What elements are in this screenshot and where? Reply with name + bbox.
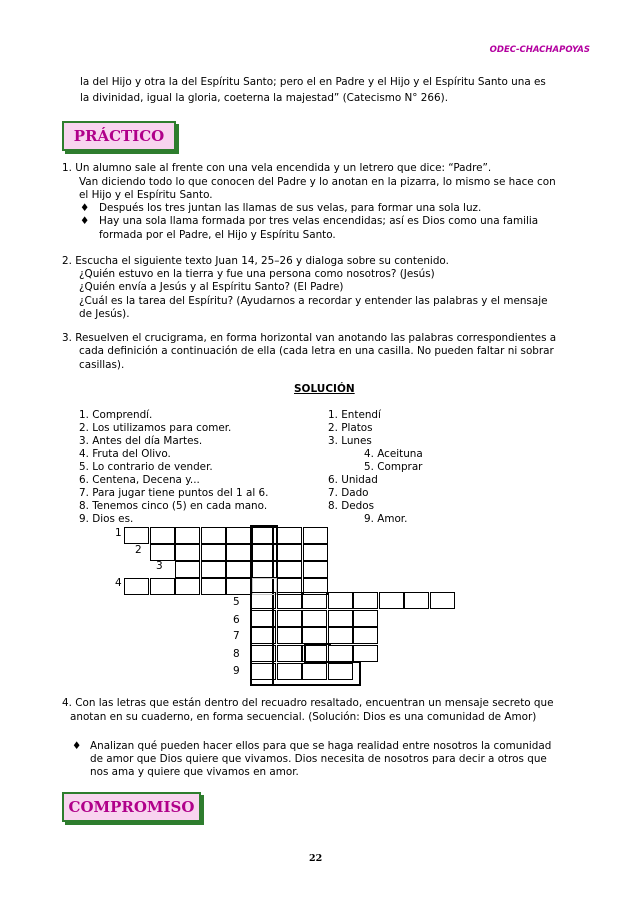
answer-5: 5. Comprar xyxy=(364,461,423,473)
clue-6: 6. Centena, Decena y... xyxy=(79,474,200,486)
crossword-cell xyxy=(252,544,277,561)
answer-4: 4. Aceituna xyxy=(364,448,423,460)
answer-1: 1. Entendí xyxy=(328,409,381,421)
crossword-cell xyxy=(404,592,429,609)
crossword-cell xyxy=(251,627,276,644)
crossword-cell xyxy=(251,645,276,662)
crossword-cell xyxy=(302,663,327,680)
crossword-cell xyxy=(201,578,226,595)
bullet-icon: ♦ xyxy=(72,740,82,752)
clue-9: 9. Dios es. xyxy=(79,513,134,525)
crossword-cell xyxy=(150,544,175,561)
item2-line-4: ¿Cuál es la tarea del Espíritu? (Ayudarnos a recordar y entender las palabras y el mensaje xyxy=(79,295,548,307)
highlight-bottom xyxy=(250,684,361,686)
crossword-cell xyxy=(328,610,353,627)
item1-bullet-2a: Hay una sola llama formada por tres velas encendidas; así es Dios como una familia xyxy=(99,215,539,227)
item2-line-2: ¿Quién estuvo en la tierra y fue una persona como nosotros? (Jesús) xyxy=(79,268,435,280)
crossword-cell xyxy=(226,561,251,578)
crossword-cell xyxy=(277,544,302,561)
clue-7: 7. Para jugar tiene puntos del 1 al 6. xyxy=(79,487,269,499)
crossword-cell xyxy=(175,578,200,595)
crossword-cell xyxy=(226,544,251,561)
clue-3: 3. Antes del día Martes. xyxy=(79,435,203,447)
clue-8: 8. Tenemos cinco (5) en cada mano. xyxy=(79,500,268,512)
item4-line-1: 4. Con las letras que están dentro del recuadro resaltado, encuentran un mensaje secreto que xyxy=(62,697,554,709)
item1-line-3: el Hijo y el Espíritu Santo. xyxy=(79,189,213,201)
crossword-cell xyxy=(302,592,327,609)
intro-line-1: la del Hijo y otra la del Espíritu Santo; pero el en Padre y el Hijo y el Espíritu Santo una es xyxy=(80,76,546,88)
crossword-cell xyxy=(277,663,302,680)
crossword-cell xyxy=(175,527,200,544)
crossword-cell xyxy=(277,627,302,644)
crossword-cell xyxy=(150,578,175,595)
grid-number-6: 6 xyxy=(233,614,240,626)
crossword-cell xyxy=(302,610,327,627)
answer-3: 3. Lunes xyxy=(328,435,372,447)
grid-number-8: 8 xyxy=(233,648,240,660)
crossword-cell xyxy=(328,645,353,662)
crossword-cell xyxy=(277,645,302,662)
crossword-cell xyxy=(328,627,353,644)
item2-line-1: 2. Escucha el siguiente texto Juan 14, 25–26 y dialoga sobre su contenido. xyxy=(62,255,449,267)
grid-number-3: 3 xyxy=(156,560,163,572)
item4-bullet-1: Analizan qué pueden hacer ellos para que se haga realidad entre nosotros la comunidad xyxy=(90,740,552,752)
bullet-icon: ♦ xyxy=(80,202,90,214)
bullet-icon: ♦ xyxy=(80,215,90,227)
crossword-cell xyxy=(124,578,149,595)
crossword-cell xyxy=(251,663,276,680)
answer-6: 6. Unidad xyxy=(328,474,378,486)
crossword-cell xyxy=(328,592,353,609)
compromiso-badge: COMPROMISO xyxy=(62,792,201,822)
answer-8: 8. Dedos xyxy=(328,500,374,512)
item3-line-2: cada definición a continuación de ella (cada letra en una casilla. No pueden faltar ni sobrar xyxy=(79,345,554,357)
intro-line-2: la divinidad, igual la gloria, coeterna la majestad” (Catecismo N° 266). xyxy=(80,92,448,104)
crossword-cell xyxy=(277,527,302,544)
crossword-cell xyxy=(277,561,302,578)
crossword-cell xyxy=(353,645,378,662)
answer-9: 9. Amor. xyxy=(364,513,408,525)
crossword-cell xyxy=(303,561,328,578)
crossword-cell xyxy=(353,610,378,627)
clue-4: 4. Fruta del Olivo. xyxy=(79,448,171,460)
crossword-cell xyxy=(303,544,328,561)
solucion-heading: SOLUCIÓN xyxy=(294,383,355,395)
crossword-cell xyxy=(226,578,251,595)
clue-5: 5. Lo contrario de vender. xyxy=(79,461,213,473)
page-number: 22 xyxy=(309,853,323,864)
clue-1: 1. Comprendí. xyxy=(79,409,153,421)
crossword-cell xyxy=(252,527,277,544)
item3-line-1: 3. Resuelven el crucigrama, en forma horizontal van anotando las palabras correspondientes a xyxy=(62,332,557,344)
header-title: ODEC-CHACHAPOYAS xyxy=(489,45,590,55)
crossword-cell xyxy=(353,592,378,609)
crossword-cell xyxy=(430,592,455,609)
crossword-cell xyxy=(353,627,378,644)
item2-line-3: ¿Quién envía a Jesús y al Espíritu Santo? (El Padre) xyxy=(79,281,344,293)
crossword-cell xyxy=(150,527,175,544)
crossword-cell xyxy=(201,561,226,578)
crossword-cell xyxy=(124,527,149,544)
item4-bullet-2: de amor que Dios quiere que vivamos. Dios necesita de nosotros para decir a otros que xyxy=(90,753,547,765)
crossword-cell xyxy=(302,627,327,644)
highlight-bracket-9-side xyxy=(359,661,361,686)
crossword-cell xyxy=(303,527,328,544)
crossword-cell xyxy=(379,592,404,609)
crossword-cell xyxy=(175,544,200,561)
clue-2: 2. Los utilizamos para comer. xyxy=(79,422,232,434)
crossword-cell xyxy=(277,592,302,609)
answer-2: 2. Platos xyxy=(328,422,373,434)
crossword-cell xyxy=(226,527,251,544)
item1-line-1: 1. Un alumno sale al frente con una vela encendida y un letrero que dice: “Padre”. xyxy=(62,162,492,174)
item3-line-3: casillas). xyxy=(79,359,125,371)
practico-badge: PRÁCTICO xyxy=(62,121,176,151)
item2-line-5: de Jesús). xyxy=(79,308,130,320)
item1-bullet-2b: formada por el Padre, el Hijo y Espíritu Santo. xyxy=(99,229,336,241)
grid-number-1: 1 xyxy=(115,527,122,539)
crossword-cell xyxy=(201,527,226,544)
item1-bullet-1: Después los tres juntan las llamas de sus velas, para formar una sola luz. xyxy=(99,202,482,214)
crossword-cell xyxy=(251,610,276,627)
crossword-cell xyxy=(251,592,276,609)
crossword-cell xyxy=(201,544,226,561)
grid-number-2: 2 xyxy=(135,544,142,556)
crossword-cell xyxy=(277,610,302,627)
crossword-cell xyxy=(328,663,353,680)
crossword-cell xyxy=(252,561,277,578)
answer-7: 7. Dado xyxy=(328,487,369,499)
item4-bullet-3: nos ama y quiere que vivamos en amor. xyxy=(90,766,299,778)
item4-line-2: anotan en su cuaderno, en forma secuencial. (Solución: Dios es una comunidad de Amor) xyxy=(70,711,537,723)
grid-number-7: 7 xyxy=(233,630,240,642)
grid-number-5: 5 xyxy=(233,596,240,608)
crossword-cell xyxy=(175,561,200,578)
item1-line-2: Van diciendo todo lo que conocen del Padre y lo anotan en la pizarra, lo mismo se hace con xyxy=(79,176,556,188)
grid-number-9: 9 xyxy=(233,665,240,677)
grid-number-4: 4 xyxy=(115,577,122,589)
crossword-cell xyxy=(302,645,327,662)
